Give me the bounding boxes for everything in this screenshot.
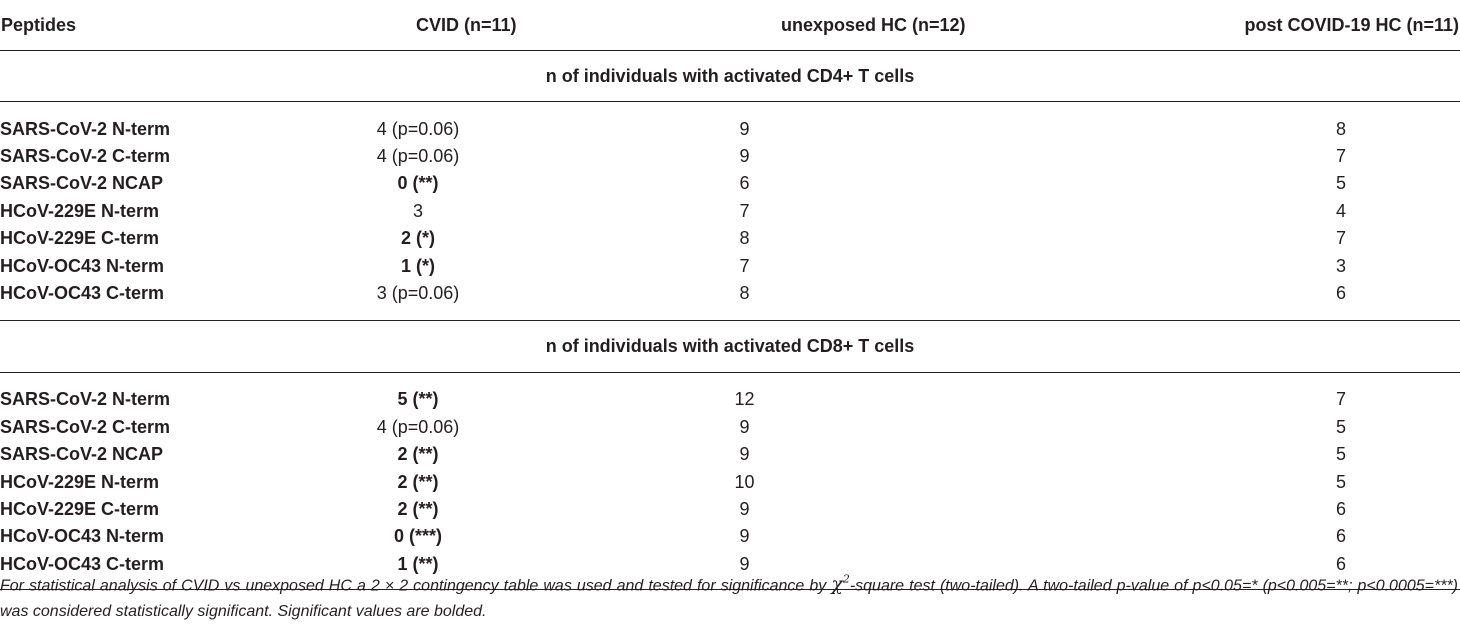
unexposed-hc-cell: [643, 495, 1066, 522]
unexposed-hc-value: 12: [734, 389, 755, 410]
table-row: [0, 197, 1460, 224]
post-covid-hc-value: 5: [1335, 471, 1346, 492]
cvid-value: 0 (***): [393, 526, 442, 547]
unexposed-hc-value: 9: [739, 118, 750, 139]
spacer-row: [0, 102, 1460, 116]
post-covid-hc-cell: [1066, 441, 1460, 468]
cvid-cell: [310, 197, 643, 224]
cvid-cell: [310, 225, 643, 252]
cvid-value: 4 (p=0.06): [376, 118, 460, 139]
cvid-cell: [310, 468, 643, 495]
peptide-label: SARS-CoV-2 NCAP: [0, 444, 164, 465]
peptide-label: HCoV-OC43 N-term: [0, 255, 165, 276]
column-header-peptides: Peptides: [0, 0, 310, 51]
table-row: [0, 441, 1460, 468]
cvid-cell: [310, 142, 643, 169]
post-covid-hc-value: 7: [1335, 228, 1346, 249]
section-header-row: [0, 320, 1460, 372]
unexposed-hc-value: 9: [739, 416, 750, 437]
peptide-label: SARS-CoV-2 N-term: [0, 118, 171, 139]
peptide-label: SARS-CoV-2 C-term: [0, 416, 171, 437]
unexposed-hc-cell: [643, 225, 1066, 252]
unexposed-hc-value: 7: [739, 200, 750, 221]
post-covid-hc-cell: [1066, 413, 1460, 440]
cvid-cell: [310, 279, 643, 306]
peptide-label: HCoV-229E N-term: [0, 471, 160, 492]
unexposed-hc-cell: [643, 386, 1066, 413]
spacer-row: [0, 307, 1460, 321]
section-title: n of individuals with activated CD8+ T cells: [0, 320, 1460, 372]
column-header-post-covid-hc: post COVID-19 HC (n=11): [1066, 0, 1460, 51]
cvid-cell: [310, 523, 643, 550]
table-row: [0, 170, 1460, 197]
cvid-value: 2 (**): [397, 498, 439, 519]
cvid-cell: [310, 170, 643, 197]
peptide-label: HCoV-229E N-term: [0, 200, 160, 221]
post-covid-hc-value: 5: [1335, 416, 1346, 437]
footnote: [0, 567, 1458, 625]
column-header-unexposed-hc: unexposed HC (n=12): [643, 0, 1066, 51]
cvid-value: 2 (**): [397, 444, 439, 465]
post-covid-hc-value: 6: [1335, 283, 1346, 304]
peptide-label: SARS-CoV-2 N-term: [0, 389, 171, 410]
unexposed-hc-cell: [643, 115, 1066, 142]
cvid-value: 2 (*): [400, 228, 435, 249]
table-row: [0, 468, 1460, 495]
unexposed-hc-cell: [643, 523, 1066, 550]
unexposed-hc-value: 9: [739, 553, 750, 574]
post-covid-hc-cell: [1066, 468, 1460, 495]
post-covid-hc-value: 6: [1335, 553, 1346, 574]
header-row: [0, 0, 1460, 51]
chi-symbol: $\chi^2$: [831, 573, 850, 596]
unexposed-hc-cell: [643, 142, 1066, 169]
peptide-label: HCoV-OC43 C-term: [0, 553, 165, 574]
table-row: [0, 279, 1460, 306]
cvid-cell: [310, 386, 643, 413]
unexposed-hc-cell: [643, 413, 1066, 440]
unexposed-hc-value: 9: [739, 146, 750, 167]
unexposed-hc-cell: [643, 197, 1066, 224]
cvid-value: 4 (p=0.06): [376, 146, 460, 167]
column-header-cvid: CVID (n=11): [310, 0, 643, 51]
cvid-cell: [310, 495, 643, 522]
table-row: [0, 495, 1460, 522]
cvid-value: 1 (*): [400, 255, 435, 276]
peptide-label: HCoV-229E C-term: [0, 228, 160, 249]
unexposed-hc-cell: [643, 468, 1066, 495]
cvid-value: 0 (**): [397, 173, 439, 194]
cvid-value: 1 (**): [397, 553, 439, 574]
table-row: [0, 413, 1460, 440]
table-body: [0, 51, 1460, 590]
post-covid-hc-value: 3: [1335, 255, 1346, 276]
footnote-text-end: -square test (two-tailed). A two-tailed p-value of p<0.05=* (p<0.005=**; p<0.0005=***) was considered statistically significant. Significant values are bolded.: [0, 577, 1458, 621]
cvid-value: 4 (p=0.06): [376, 416, 460, 437]
table-row: [0, 386, 1460, 413]
table-row: [0, 523, 1460, 550]
post-covid-hc-value: 6: [1335, 498, 1346, 519]
unexposed-hc-cell: [643, 441, 1066, 468]
post-covid-hc-cell: [1066, 170, 1460, 197]
peptide-label: HCoV-OC43 N-term: [0, 526, 165, 547]
cvid-value: 5 (**): [397, 389, 439, 410]
spacer-row: [0, 372, 1460, 386]
table-row: [0, 225, 1460, 252]
post-covid-hc-value: 5: [1335, 173, 1346, 194]
table-row: [0, 142, 1460, 169]
footnote-text-start: For statistical analysis of CVID vs unexposed HC a 2 × 2 contingency table was used and tested for significance by: [0, 577, 832, 595]
post-covid-hc-cell: [1066, 523, 1460, 550]
post-covid-hc-cell: [1066, 142, 1460, 169]
unexposed-hc-value: 10: [734, 471, 755, 492]
post-covid-hc-value: 4: [1335, 200, 1346, 221]
post-covid-hc-cell: [1066, 252, 1460, 279]
post-covid-hc-cell: [1066, 386, 1460, 413]
peptide-label: SARS-CoV-2 NCAP: [0, 173, 164, 194]
unexposed-hc-value: 9: [739, 444, 750, 465]
post-covid-hc-cell: [1066, 197, 1460, 224]
cvid-value: 3 (p=0.06): [376, 283, 460, 304]
cvid-cell: [310, 413, 643, 440]
post-covid-hc-value: 8: [1335, 118, 1346, 139]
section-header-row: [0, 51, 1460, 102]
unexposed-hc-cell: [643, 252, 1066, 279]
unexposed-hc-cell: [643, 279, 1066, 306]
unexposed-hc-value: 8: [739, 283, 750, 304]
cvid-value: 2 (**): [397, 471, 439, 492]
unexposed-hc-value: 9: [739, 498, 750, 519]
peptide-label: SARS-CoV-2 C-term: [0, 146, 171, 167]
table-row: [0, 115, 1460, 142]
unexposed-hc-value: 6: [739, 173, 750, 194]
post-covid-hc-value: 5: [1335, 444, 1346, 465]
post-covid-hc-cell: [1066, 225, 1460, 252]
unexposed-hc-cell: [643, 170, 1066, 197]
unexposed-hc-value: 7: [739, 255, 750, 276]
footnote-text: [0, 567, 1458, 625]
post-covid-hc-cell: [1066, 115, 1460, 142]
post-covid-hc-value: 7: [1335, 146, 1346, 167]
cvid-cell: [310, 115, 643, 142]
peptide-label: HCoV-OC43 C-term: [0, 283, 165, 304]
cvid-cell: [310, 252, 643, 279]
post-covid-hc-value: 6: [1335, 526, 1346, 547]
table-row: [0, 252, 1460, 279]
section-title: n of individuals with activated CD4+ T cells: [0, 51, 1460, 102]
cvid-value: 3: [412, 200, 423, 221]
post-covid-hc-cell: [1066, 495, 1460, 522]
cvid-cell: [310, 441, 643, 468]
post-covid-hc-value: 7: [1335, 389, 1346, 410]
post-covid-hc-cell: [1066, 279, 1460, 306]
unexposed-hc-value: 8: [739, 228, 750, 249]
peptide-label: HCoV-229E C-term: [0, 498, 160, 519]
unexposed-hc-value: 9: [739, 526, 750, 547]
